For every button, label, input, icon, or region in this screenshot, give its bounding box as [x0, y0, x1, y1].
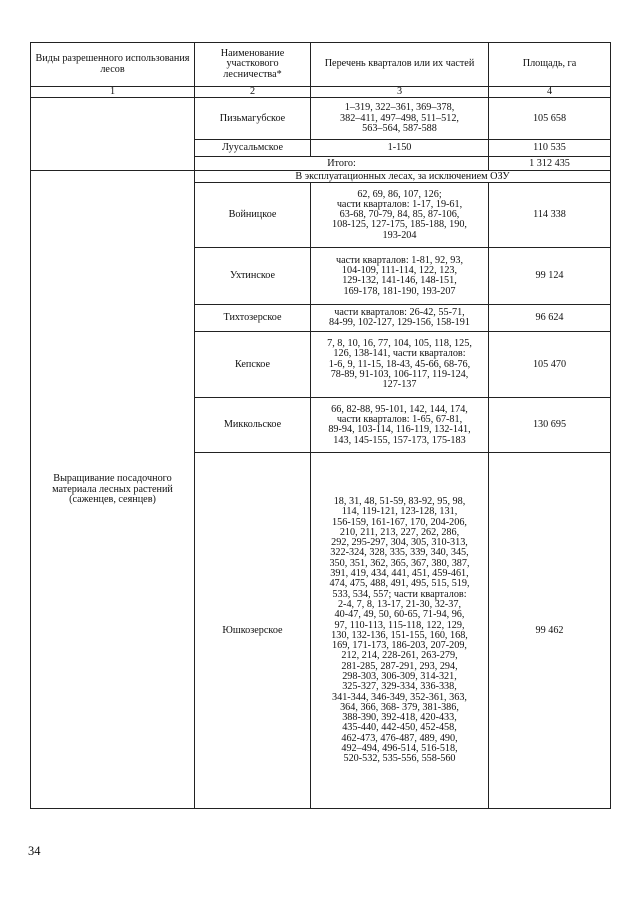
area-value: 96 624 [489, 305, 611, 332]
column-number-3: 3 [311, 87, 489, 98]
use-type-cell: Выращивание посадочного материала лесных растений (саженцев, сеянцев) [31, 171, 195, 809]
quarters-list: 66, 82-88, 95-101, 142, 144, 174, части кварталов: 1-65, 67-81, 89-94, 103-114, 116-119, 132-141, 143, 145-155, 157-173, 175-183 [311, 398, 489, 453]
total-label: Итого: [195, 157, 489, 171]
area-value: 105 658 [489, 98, 611, 140]
header-forestry: Наименование участкового лесничества* [195, 43, 311, 87]
page-number: 34 [28, 844, 41, 858]
area-value: 130 695 [489, 398, 611, 453]
quarters-list: части кварталов: 26-42, 55-71, 84-99, 102-127, 129-156, 158-191 [311, 305, 489, 332]
area-value: 99 462 [489, 453, 611, 809]
forestry-name: Кепское [195, 332, 311, 398]
forestry-name: Пизьмагубское [195, 98, 311, 140]
forestry-name: Ухтинское [195, 248, 311, 305]
forestry-name: Тихтозерское [195, 305, 311, 332]
column-number-1: 1 [31, 87, 195, 98]
quarters-list: 1–319, 322–361, 369–378, 382–411, 497–498, 511–512, 563–564, 587-588 [311, 98, 489, 140]
quarters-list: 62, 69, 86, 107, 126; части кварталов: 1-17, 19-61, 63-68, 70-79, 84, 85, 87-106, 108-125, 127-175, 185-188, 190, 193-204 [311, 183, 489, 248]
forestry-name: Войницкое [195, 183, 311, 248]
area-value: 110 535 [489, 140, 611, 157]
quarters-list: части кварталов: 1-81, 92, 93, 104-109, 111-114, 122, 123, 129-132, 141-146, 148-151, 169-178, 181-190, 193-207 [311, 248, 489, 305]
empty-use-cell [31, 98, 195, 171]
table-row [31, 98, 611, 140]
area-value: 105 470 [489, 332, 611, 398]
header-area: Площадь, га [489, 43, 611, 87]
forest-use-table [30, 42, 611, 809]
section-subtitle: В эксплуатационных лесах, за исключением ОЗУ [195, 171, 611, 183]
section-row [31, 171, 611, 183]
header-use-type: Виды разрешенного использования лесов [31, 43, 195, 87]
column-number-row [31, 87, 611, 98]
forestry-name: Миккольское [195, 398, 311, 453]
quarters-list: 7, 8, 10, 16, 77, 104, 105, 118, 125, 126, 138-141, части кварталов: 1-6, 9, 11-15, 18-43, 45-66, 68-76, 78-89, 91-103, 106-117, 119-124, 127-137 [311, 332, 489, 398]
column-number-4: 4 [489, 87, 611, 98]
quarters-list: 18, 31, 48, 51-59, 83-92, 95, 98, 114, 119-121, 123-128, 131, 156-159, 161-167, 170, 204-206, 210, 211, 213, 227, 262, 286, 292, 295-297, 304, 305, 310-313, 322-324, 328, 335, 339, 340, 345, 350, 351, 362, 365, 367, 380, 387, 391, 419, 434, 441, 451, 459-461, 474, 475, 488, 491, 495, 515, 519, 533, 534, 557; части кварталов: 2-4, 7, 8, 13-17, 21-30, 32-37, 40-47, 49, 50, 60-65, 71-94, 96, 97, 110-113, 115-118, 122, 129, 130, 132-136, 151-155, 160, 168, 169, 171-173, 186-203, 207-209, 212, 214, 228-261, 263-279, 281-285, 287-291, 293, 294, 298-303, 306-309, 314-321, 325-327, 329-334, 336-338, 341-344, 346-349, 352-361, 363, 364, 366, 368- 379, 381-386, 388-390, 392-418, 420-433, 435-440, 442-450, 452-458, 462-473, 476-487, 489, 490, 492–494, 496-514, 516-518, 520-532, 535-556, 558-560 [311, 453, 489, 809]
header-quarters: Перечень кварталов или их частей [311, 43, 489, 87]
area-value: 114 338 [489, 183, 611, 248]
area-value: 99 124 [489, 248, 611, 305]
total-area: 1 312 435 [489, 157, 611, 171]
column-number-2: 2 [195, 87, 311, 98]
forestry-name: Юшкозерское [195, 453, 311, 809]
table-header-row [31, 43, 611, 87]
quarters-list: 1-150 [311, 140, 489, 157]
forestry-name: Луусальмское [195, 140, 311, 157]
